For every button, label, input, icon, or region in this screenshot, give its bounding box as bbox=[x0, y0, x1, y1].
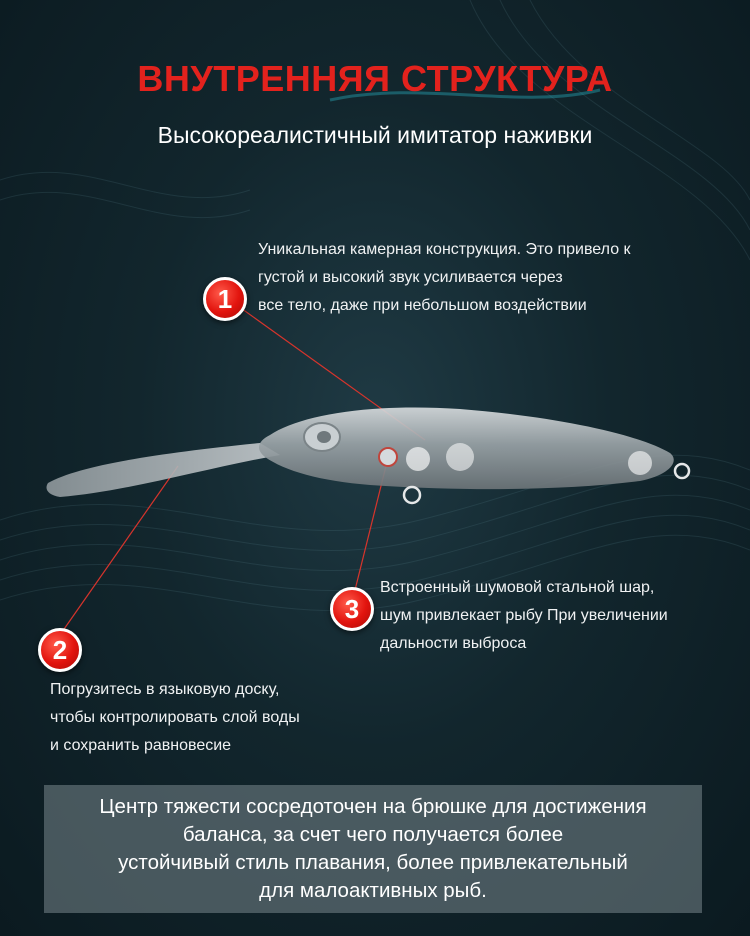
callout-3-line: дальности выброса bbox=[380, 635, 527, 652]
summary-line: баланса, за счет чего получается более bbox=[182, 823, 564, 846]
tail-ring bbox=[675, 464, 689, 478]
callout-text-2 bbox=[50, 676, 300, 760]
summary-line: Центр тяжести сосредоточен на брюшке для достижения bbox=[99, 795, 647, 818]
callout-marker-2: 2 bbox=[38, 628, 82, 672]
fishing-lure-image bbox=[40, 395, 700, 515]
callout-2-line: чтобы контролировать слой воды bbox=[50, 709, 300, 726]
callout-marker-3: 3 bbox=[330, 587, 374, 631]
callout-1-line: густой и высокий звук усиливается через bbox=[258, 269, 563, 286]
page-subtitle: Высокореалистичный имитатор наживки bbox=[157, 122, 593, 148]
belly-ring bbox=[404, 487, 420, 503]
callout-2-line: и сохранить равновесие bbox=[50, 737, 232, 754]
callout-marker-1: 1 bbox=[203, 277, 247, 321]
summary-box bbox=[44, 785, 702, 913]
summary-line: для малоактивных рыб. bbox=[259, 879, 487, 902]
callout-2-line: Погрузитесь в языковую доску, bbox=[50, 681, 280, 698]
page-title: ВНУТРЕННЯЯ СТРУКТУРА bbox=[137, 58, 613, 99]
callout-3-line: шум привлекает рыбу При увеличении bbox=[380, 607, 668, 624]
callout-1-line: Уникальная камерная конструкция. Это привело к bbox=[258, 241, 631, 258]
callout-3-line: Встроенный шумовой стальной шар, bbox=[380, 579, 655, 596]
callout-text-3 bbox=[380, 574, 668, 658]
summary-line: устойчивый стиль плавания, более привлекательный bbox=[118, 851, 628, 874]
callout-text-1 bbox=[258, 236, 631, 320]
callout-1-line: все тело, даже при небольшом воздействии bbox=[258, 297, 587, 314]
noise-ball bbox=[379, 448, 397, 466]
diving-lip bbox=[47, 443, 281, 497]
